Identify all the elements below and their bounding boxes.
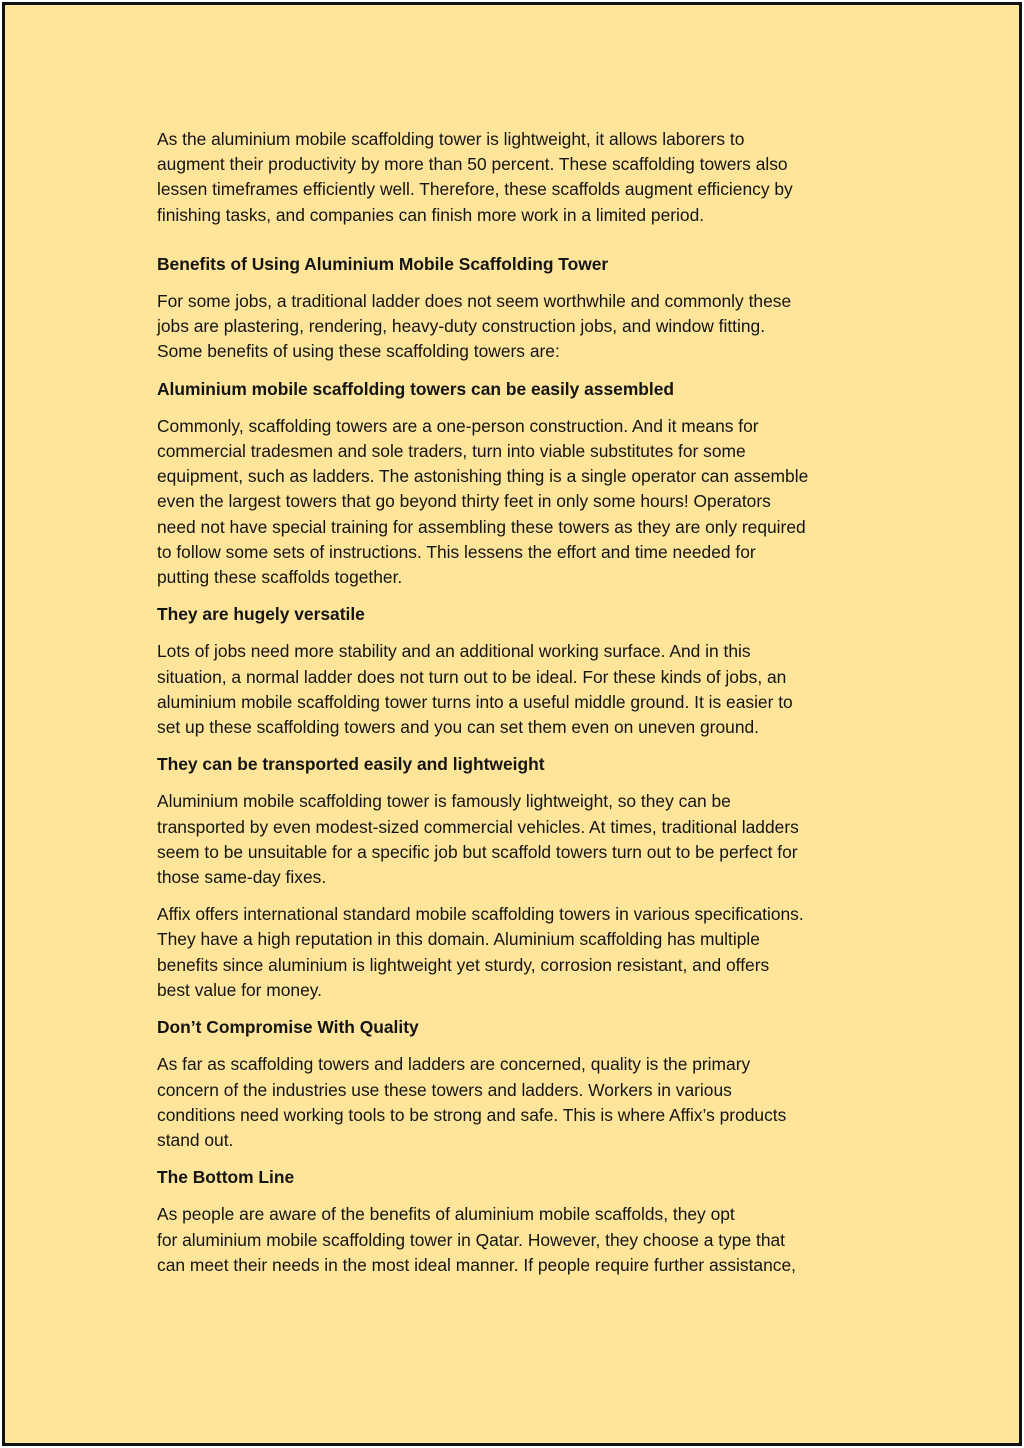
intro-paragraph: As the aluminium mobile scaffolding tower is lightweight, it allows laborers to augment their productivity by more than 50 percent. These scaffolding towers also lessen timeframes efficiently well. Therefore, these scaffolds augment efficiency by finishing tasks, and companies can finish more work in a limited period. [157, 129, 793, 225]
versatile-paragraph: Lots of jobs need more stability and an additional working surface. And in this situation, a normal ladder does not turn out to be ideal. For these kinds of jobs, an aluminium mobile scaffolding tower turns into a useful middle ground. It is easier to set up these scaffolding towers and you can set them even on uneven ground. [157, 641, 793, 738]
bottom-line-heading: The Bottom Line [157, 1167, 295, 1188]
benefits-paragraph: For some jobs, a traditional ladder does not seem worthwhile and commonly these jobs are plastering, rendering, heavy-duty construction jobs, and window fitting. Some benefits of using these scaffolding towers are: [157, 291, 792, 362]
quality-heading: Don’t Compromise With Quality [157, 1017, 419, 1038]
assembled-paragraph: Commonly, scaffolding towers are a one-person construction. And it means for commercial tradesmen and sole traders, turn into viable substitutes for some equipment, such as ladders. The astonishing thing is a single operator can assemble even the largest towers that go beyond thirty feet in only some hours! Operators need not have special training for assembling these towers as they are only required to follow some sets of instructions. This lessens the effort and time needed for putting these scaffolds together. [157, 415, 809, 588]
affix-paragraph: Affix offers international standard mobile scaffolding towers in various specifications. They have a high reputation in this domain. Aluminium scaffolding has multiple benefits since aluminium is lightweight yet sturdy, corrosion resistant, and offers best value for money. [157, 904, 804, 1000]
bottom-line-paragraph: As people are aware of the benefits of aluminium mobile scaffolds, they opt for aluminium mobile scaffolding tower in Qatar. However, they choose a type that can meet their needs in the most ideal manner. If people require further assistance, [157, 1204, 796, 1275]
document-page [2, 2, 1022, 1446]
assembled-heading: Aluminium mobile scaffolding towers can be easily assembled [157, 378, 675, 399]
benefits-heading: Benefits of Using Aluminium Mobile Scaffolding Tower [157, 253, 609, 274]
versatile-heading: They are hugely versatile [157, 604, 365, 625]
document-body [157, 127, 887, 1278]
quality-paragraph: As far as scaffolding towers and ladders are concerned, quality is the primary concern of the industries use these towers and ladders. Workers in various conditions need working tools to be strong and safe. This is where Affix’s products stand out. [157, 1054, 787, 1150]
transport-paragraph: Aluminium mobile scaffolding tower is famously lightweight, so they can be transported by even modest-sized commercial vehicles. At times, traditional ladders seem to be unsuitable for a specific job but scaffold towers turn out to be perfect for those same-day fixes. [157, 791, 799, 888]
transport-heading: They can be transported easily and lightweight [157, 754, 545, 775]
